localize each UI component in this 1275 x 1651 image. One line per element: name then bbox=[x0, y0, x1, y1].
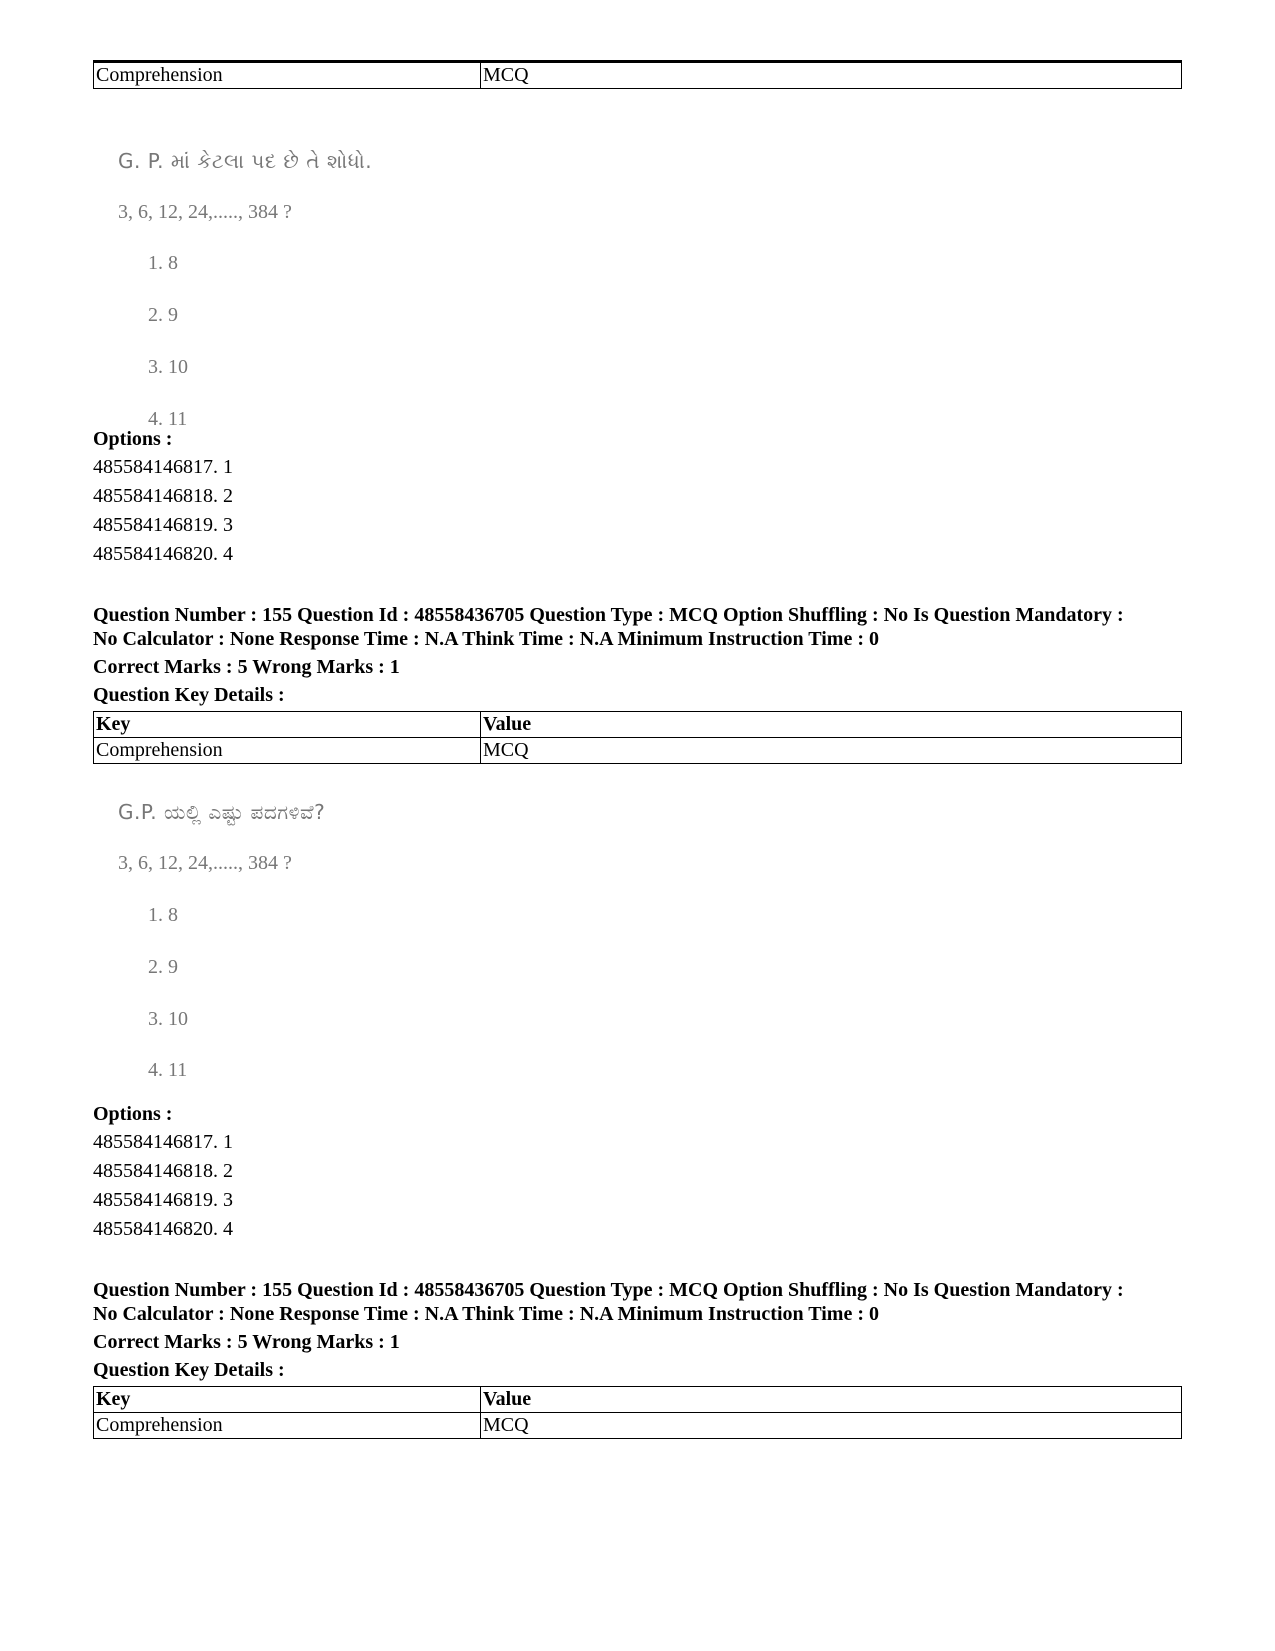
choice-3: 3. 10 bbox=[148, 356, 188, 378]
choice-3: 3. 10 bbox=[148, 1008, 188, 1030]
choice-4: 4. 11 bbox=[148, 1059, 188, 1081]
choice-2: 2. 9 bbox=[148, 956, 178, 978]
option-item: 485584146820. 4 bbox=[93, 1218, 233, 1240]
key-details-table bbox=[93, 60, 1182, 89]
question-stem: G.P. ಯಲ್ಲಿ ಎಷ್ಟು ಪದಗಳಿವೆ? bbox=[118, 800, 326, 824]
options-title: Options : bbox=[93, 1103, 173, 1125]
option-item: 485584146819. 3 bbox=[93, 1189, 233, 1211]
option-item: 485584146820. 4 bbox=[93, 543, 233, 565]
key-details-table bbox=[93, 1386, 1182, 1439]
value-header: Value bbox=[481, 712, 1182, 738]
table-row bbox=[94, 62, 1182, 89]
marks-line: Correct Marks : 5 Wrong Marks : 1 bbox=[93, 1331, 400, 1353]
value-cell: MCQ bbox=[481, 62, 1182, 89]
value-cell: MCQ bbox=[481, 738, 1182, 764]
document-page bbox=[93, 60, 1182, 1439]
option-item: 485584146817. 1 bbox=[93, 1131, 233, 1153]
question-header-line: No Calculator : None Response Time : N.A Think Time : N.A Minimum Instruction Time : 0 bbox=[93, 628, 879, 650]
key-details-title: Question Key Details : bbox=[93, 1359, 285, 1381]
question-sequence: 3, 6, 12, 24,....., 384 ? bbox=[118, 852, 292, 874]
choice-1: 1. 8 bbox=[148, 904, 178, 926]
question-header-line: Question Number : 155 Question Id : 48558436705 Question Type : MCQ Option Shuffling : No Is Question Mandatory : bbox=[93, 1279, 1124, 1301]
choice-1: 1. 8 bbox=[148, 252, 178, 274]
key-cell: Comprehension bbox=[94, 62, 481, 89]
option-item: 485584146819. 3 bbox=[93, 514, 233, 536]
option-item: 485584146817. 1 bbox=[93, 456, 233, 478]
option-item: 485584146818. 2 bbox=[93, 485, 233, 507]
question-sequence: 3, 6, 12, 24,....., 384 ? bbox=[118, 201, 292, 223]
key-header: Key bbox=[94, 1387, 481, 1413]
question-header-line: No Calculator : None Response Time : N.A Think Time : N.A Minimum Instruction Time : 0 bbox=[93, 1303, 879, 1325]
question-stem: G. P. માં કેટલા પદ છે તે શોધો. bbox=[118, 149, 373, 173]
table-row bbox=[94, 738, 1182, 764]
question-image bbox=[93, 95, 1182, 430]
key-header: Key bbox=[94, 712, 481, 738]
table-header-row bbox=[94, 1387, 1182, 1413]
choice-2: 2. 9 bbox=[148, 304, 178, 326]
question-header bbox=[93, 603, 1182, 651]
key-cell: Comprehension bbox=[94, 1413, 481, 1439]
key-details-table bbox=[93, 711, 1182, 764]
marks-line: Correct Marks : 5 Wrong Marks : 1 bbox=[93, 656, 400, 678]
value-header: Value bbox=[481, 1387, 1182, 1413]
question-image bbox=[93, 770, 1182, 1100]
value-cell: MCQ bbox=[481, 1413, 1182, 1439]
option-item: 485584146818. 2 bbox=[93, 1160, 233, 1182]
table-row bbox=[94, 1413, 1182, 1439]
key-cell: Comprehension bbox=[94, 738, 481, 764]
question-header-line: Question Number : 155 Question Id : 48558436705 Question Type : MCQ Option Shuffling : No Is Question Mandatory : bbox=[93, 604, 1124, 626]
key-details-title: Question Key Details : bbox=[93, 684, 285, 706]
options-title: Options : bbox=[93, 428, 173, 450]
question-header bbox=[93, 1278, 1182, 1326]
table-header-row bbox=[94, 712, 1182, 738]
choice-4: 4. 11 bbox=[148, 408, 188, 430]
